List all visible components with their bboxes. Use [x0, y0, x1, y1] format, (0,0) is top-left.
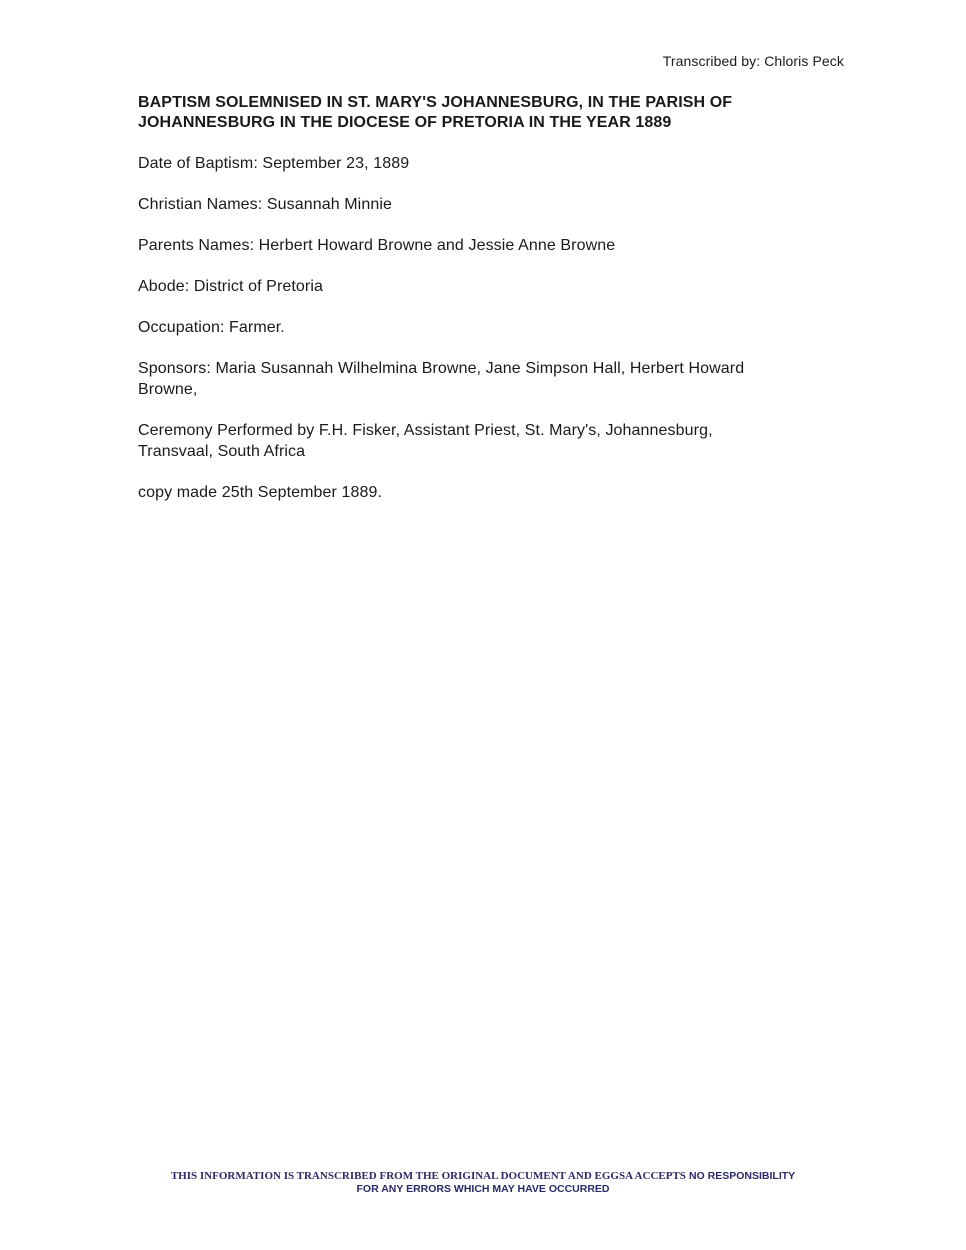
ceremony-performed	[138, 420, 838, 462]
sponsors-line-1: Sponsors: Maria Susannah Wilhelmina Browne, Jane Simpson Hall, Herbert Howard	[138, 360, 745, 377]
disclaimer-line-1	[0, 1170, 966, 1183]
title-line-1: BAPTISM SOLEMNISED IN ST. MARY'S JOHANNESBURG, IN THE PARISH OF	[138, 94, 733, 111]
document-title	[138, 93, 838, 133]
baptism-record	[138, 153, 838, 523]
date-of-baptism: Date of Baptism: September 23, 1889	[138, 155, 410, 172]
disclaimer-footer	[0, 1170, 966, 1196]
disclaimer-serif-text: THIS INFORMATION IS TRANSCRIBED FROM THE ORIGINAL DOCUMENT AND EGGSA ACCEPTS	[170, 1170, 686, 1182]
ceremony-line-1: Ceremony Performed by F.H. Fisker, Assistant Priest, St. Mary's, Johannesburg,	[138, 422, 713, 439]
occupation: Occupation: Farmer.	[138, 319, 285, 336]
parents-names: Parents Names: Herbert Howard Browne and Jessie Anne Browne	[138, 237, 616, 254]
sponsors	[138, 358, 838, 400]
christian-names: Christian Names: Susannah Minnie	[138, 196, 392, 213]
copy-made: copy made 25th September 1889.	[138, 484, 383, 501]
transcriber-credit: Transcribed by: Chloris Peck	[662, 53, 844, 69]
disclaimer-sans-text: NO RESPONSIBILITY	[688, 1170, 796, 1182]
disclaimer-line-2: FOR ANY ERRORS WHICH MAY HAVE OCCURRED	[356, 1183, 610, 1195]
sponsors-line-2: Browne,	[138, 381, 198, 398]
abode: Abode: District of Pretoria	[138, 278, 323, 295]
ceremony-line-2: Transvaal, South Africa	[138, 443, 306, 460]
title-line-2: JOHANNESBURG IN THE DIOCESE OF PRETORIA IN THE YEAR 1889	[138, 114, 672, 131]
